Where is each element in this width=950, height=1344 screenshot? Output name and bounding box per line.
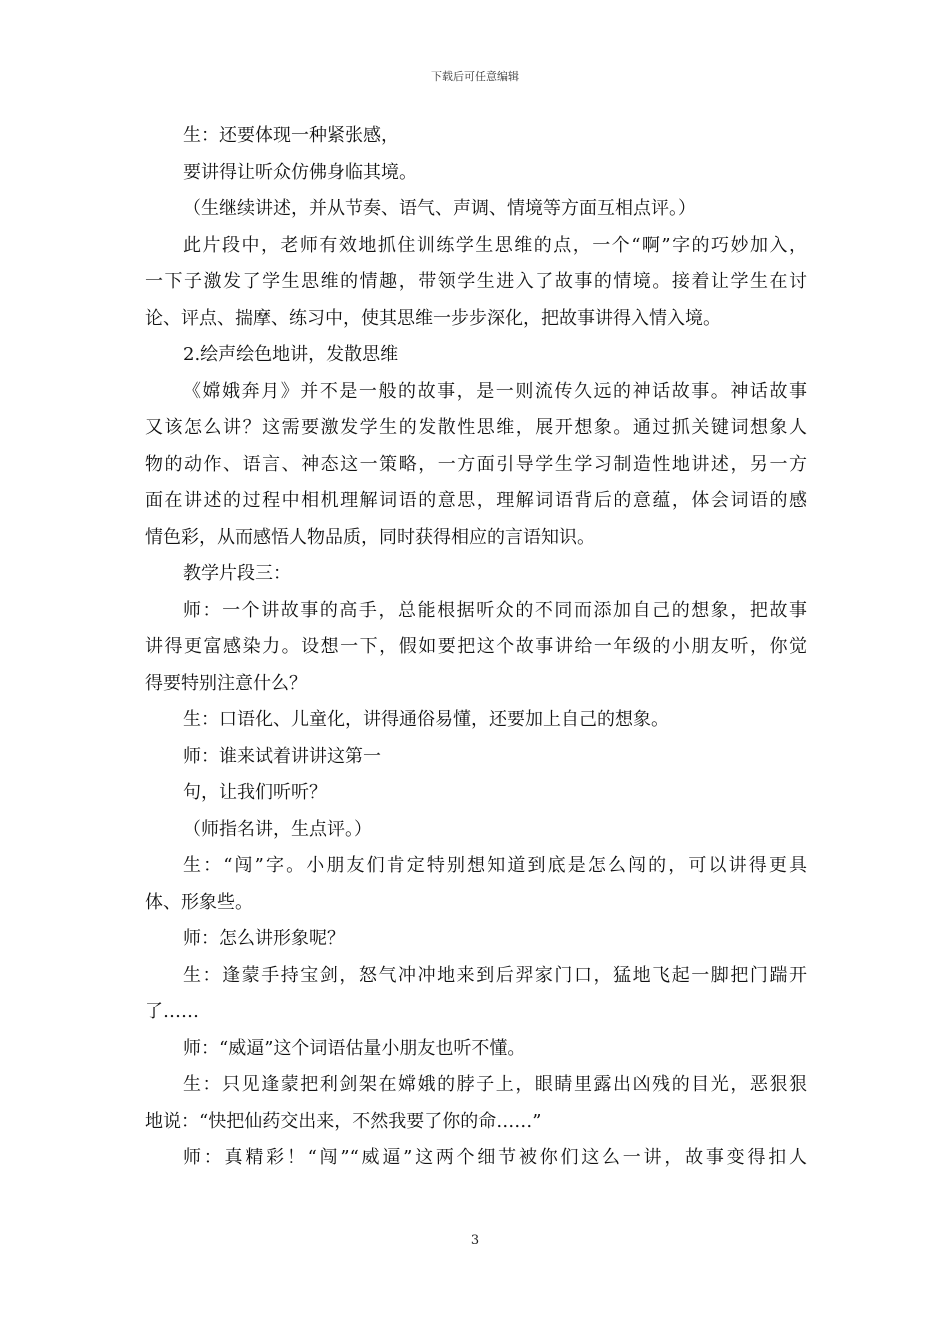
text-line: （师指名讲，生点评。） — [183, 818, 372, 840]
text-line: 师：谁来试着讲讲这第一 — [183, 745, 381, 767]
text-line: 地说：“快把仙药交出来，不然我要了你的命……” — [145, 1110, 542, 1132]
text-line: 要讲得让听众仿佛身临其境。 — [183, 161, 417, 183]
text-line: 得要特别注意什么？ — [145, 672, 307, 694]
text-line: 《嫦娥奔月》并不是一般的故事，是一则流传久远的神话故事。神话故事 — [183, 380, 807, 402]
text-line: 生：口语化、儿童化，讲得通俗易懂，还要加上自己的想象。 — [183, 709, 669, 730]
text-line: 师：“威逼”这个词语估量小朋友也听不懂。 — [183, 1037, 526, 1059]
text-line: 情色彩，从而感悟人物品质，同时获得相应的言语知识。 — [145, 526, 595, 548]
text-line: 论、评点、揣摩、练习中，使其思维一步步深化，把故事讲得入情入境。 — [145, 307, 721, 329]
text-line: （生继续讲述，并从节奏、语气、声调、情境等方面互相点评。） — [183, 198, 696, 219]
text-line: 师：真精彩！“闯”“威逼”这两个细节被你们这么一讲，故事变得扣人 — [183, 1147, 807, 1168]
text-line: 物的动作、语言、神态这一策略，一方面引导学生学习制造性地讲述，另一方 — [145, 453, 807, 475]
document-body — [145, 124, 807, 1183]
text-line: 生：“闯”字。小朋友们肯定特别想知道到底是怎么闯的，可以讲得更具 — [183, 855, 807, 876]
text-line: 讲得更富感染力。设想一下，假如要把这个故事讲给一年级的小朋友听，你觉 — [145, 636, 807, 657]
text-line: 生：还要体现一种紧张感， — [183, 125, 399, 146]
text-line: 生：只见逢蒙把利剑架在嫦娥的脖子上，眼睛里露出凶残的目光，恶狠狠 — [183, 1074, 807, 1095]
text-line: 一下子激发了学生思维的情趣，带领学生进入了故事的情境。接着让学生在讨 — [145, 271, 807, 292]
text-line: 此片段中，老师有效地抓住训练学生思维的点，一个“啊”字的巧妙加入， — [183, 234, 807, 256]
text-line: 生：逢蒙手持宝剑，怒气冲冲地来到后羿家门口，猛地飞起一脚把门踹开 — [183, 964, 807, 986]
text-line: 了…… — [145, 1001, 199, 1022]
text-line: 2.绘声绘色地讲，发散思维 — [183, 344, 399, 365]
text-line: 师：怎么讲形象呢？ — [183, 928, 345, 949]
page-header: 下载后可任意编辑 — [431, 70, 519, 83]
text-line: 师：一个讲故事的高手，总能根据听众的不同而添加自己的想象，把故事 — [183, 599, 807, 621]
text-line: 教学片段三： — [183, 563, 291, 584]
text-line: 面在讲述的过程中相机理解词语的意思，理解词语背后的意蕴，体会词语的感 — [145, 490, 807, 511]
page-number: 3 — [470, 1233, 480, 1248]
text-line: 句，让我们听听？ — [183, 782, 327, 803]
text-line: 又该怎么讲？这需要激发学生的发散性思维，展开想象。通过抓关键词想象人 — [145, 417, 807, 438]
text-line: 体、形象些。 — [145, 891, 253, 913]
